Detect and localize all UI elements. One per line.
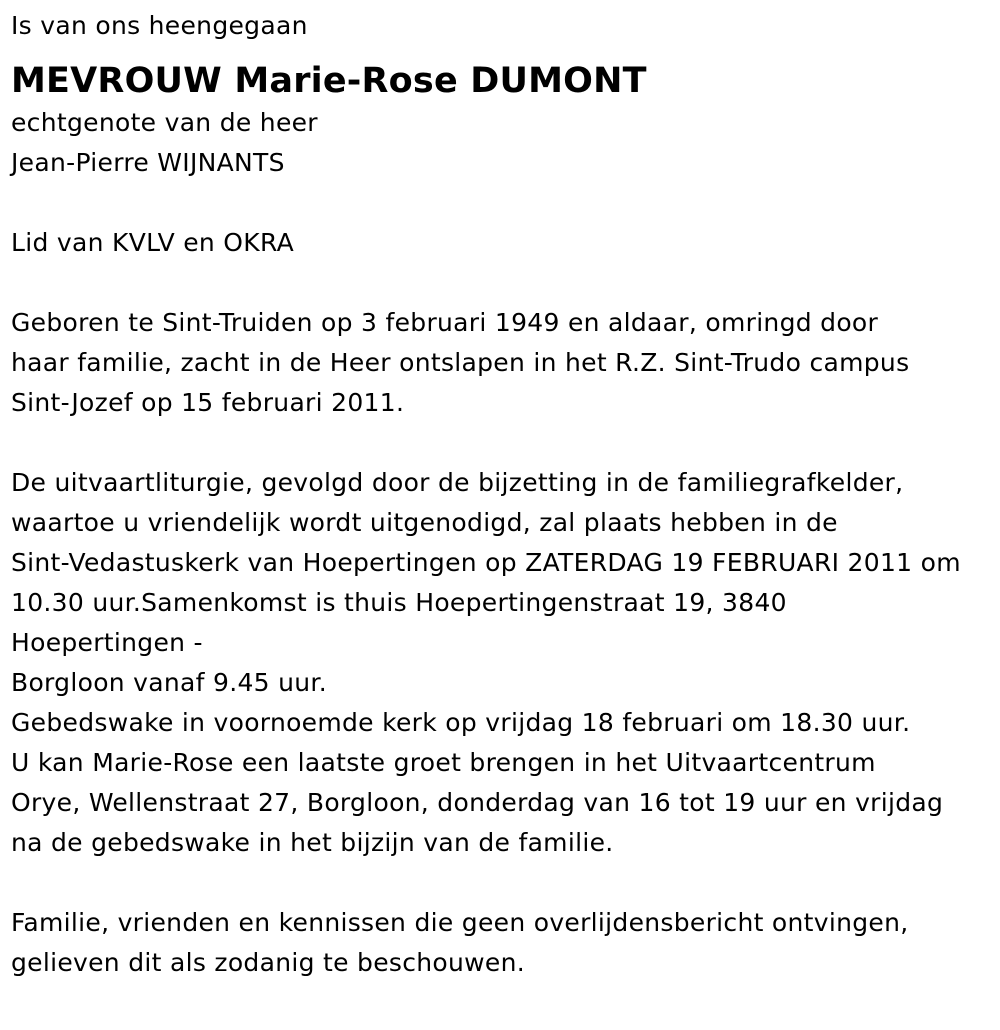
- paragraph-line: Borgloon vanaf 9.45 uur.: [11, 668, 327, 697]
- paragraph-line: waartoe u vriendelijk wordt uitgenodigd, zal plaats hebben in de: [11, 508, 838, 537]
- spouse-line-1: echtgenote van de heer: [11, 108, 318, 137]
- intro-text: Is van ons heengegaan: [11, 11, 308, 40]
- paragraph-line: U kan Marie-Rose een laatste groet brengen in het Uitvaartcentrum: [11, 748, 876, 777]
- paragraph-line: Familie, vrienden en kennissen die geen overlijdensbericht ontvingen,: [11, 908, 909, 937]
- spacer: [11, 423, 991, 463]
- paragraph-line: gelieven dit als zodanig te beschouwen.: [11, 948, 525, 977]
- obituary-notice: [11, 6, 991, 983]
- paragraph-line: Gebedswake in voornoemde kerk op vrijdag 18 februari om 18.30 uur.: [11, 708, 911, 737]
- spacer: [11, 863, 991, 903]
- paragraph-line: haar familie, zacht in de Heer ontslapen in het R.Z. Sint-Trudo campus: [11, 348, 910, 377]
- deceased-name: MEVROUW Marie-Rose DUMONT: [11, 61, 647, 101]
- paragraph-line: De uitvaartliturgie, gevolgd door de bijzetting in de familiegrafkelder,: [11, 468, 904, 497]
- paragraph-line: Geboren te Sint-Truiden op 3 februari 1949 en aldaar, omringd door: [11, 308, 879, 337]
- paragraph-line: na de gebedswake in het bijzijn van de familie.: [11, 828, 614, 857]
- paragraph-line: Sint-Vedastuskerk van Hoepertingen op ZATERDAG 19 FEBRUARI 2011 om: [11, 548, 961, 577]
- spacer: [11, 263, 991, 303]
- closing-paragraph: [11, 903, 991, 983]
- spouse-line-2: Jean-Pierre WIJNANTS: [11, 148, 285, 177]
- membership-text: Lid van KVLV en OKRA: [11, 228, 295, 257]
- paragraph-line: Sint-Jozef op 15 februari 2011.: [11, 388, 405, 417]
- paragraph-line: Hoepertingen -: [11, 628, 203, 657]
- funeral-paragraph: [11, 463, 991, 863]
- birth-death-paragraph: [11, 303, 991, 423]
- spacer: [11, 183, 991, 223]
- paragraph-line: 10.30 uur.Samenkomst is thuis Hoepertingenstraat 19, 3840: [11, 588, 787, 617]
- paragraph-line: Orye, Wellenstraat 27, Borgloon, donderdag van 16 tot 19 uur en vrijdag: [11, 788, 944, 817]
